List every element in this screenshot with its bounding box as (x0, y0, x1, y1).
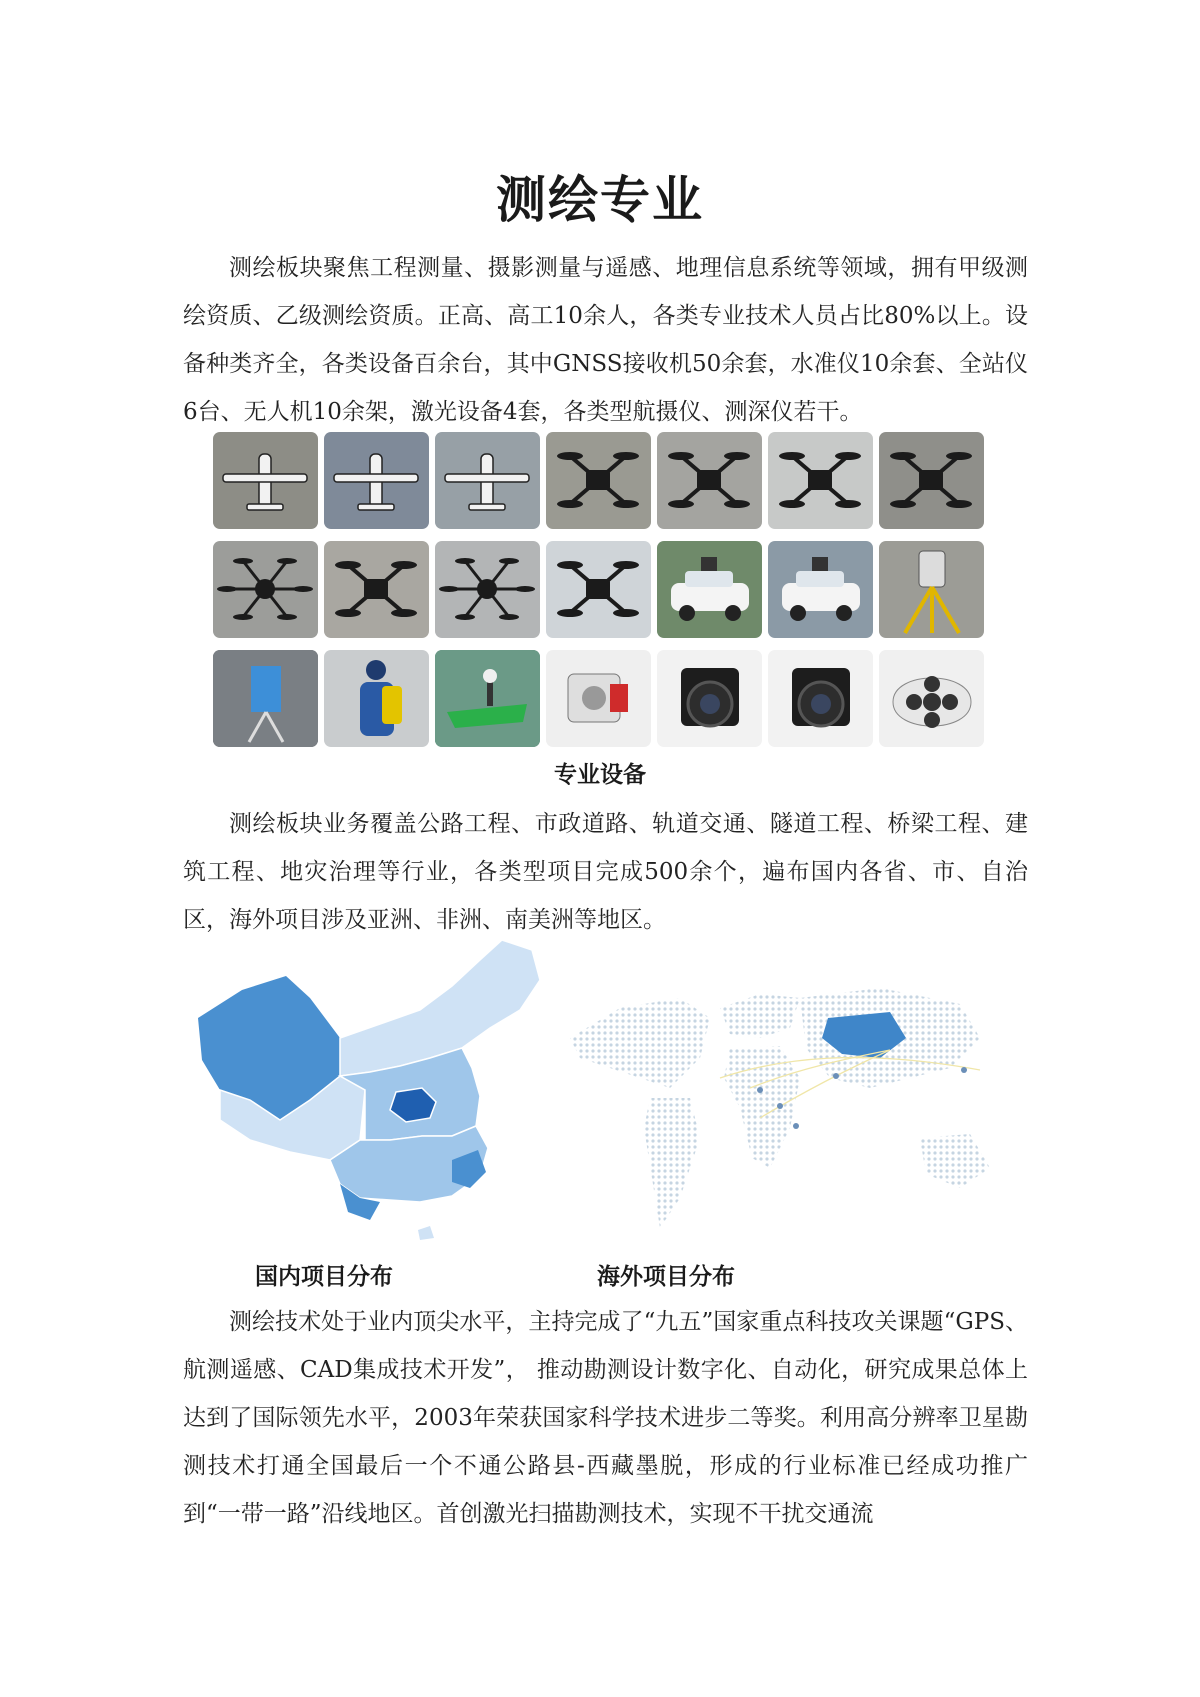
equipment-photo (546, 432, 651, 529)
fixed-wing-drone-icon (213, 432, 318, 529)
page-title: 测绘专业 (496, 171, 704, 229)
equipment-photo (435, 650, 540, 747)
quadcopter-icon (324, 541, 429, 638)
equipment-photo (768, 650, 873, 747)
overseas-map-caption: 海外项目分布 (597, 1264, 735, 1290)
equipment-photo (435, 432, 540, 529)
backpack-scanner-icon (324, 650, 429, 747)
equipment-photo (768, 541, 873, 638)
equipment-photo (657, 432, 762, 529)
lidar-unit-icon (546, 650, 651, 747)
hexacopter-icon (435, 541, 540, 638)
fixed-wing-drone-icon (435, 432, 540, 529)
aerial-camera-icon (768, 650, 873, 747)
china-map-image (190, 940, 560, 1245)
equipment-photo (879, 650, 984, 747)
laser-scanner-tripod-icon (879, 541, 984, 638)
equipment-photo (657, 650, 762, 747)
quadcopter-icon (546, 432, 651, 529)
oblique-camera-icon (879, 650, 984, 747)
quadcopter-icon (768, 432, 873, 529)
survey-car-icon (657, 541, 762, 638)
world-map-image (560, 958, 1015, 1250)
equipment-photo (546, 650, 651, 747)
equipment-photo (213, 541, 318, 638)
quadcopter-icon (657, 432, 762, 529)
hexacopter-icon (213, 541, 318, 638)
equipment-photo (213, 650, 318, 747)
quadcopter-icon (546, 541, 651, 638)
survey-car-icon (768, 541, 873, 638)
equipment-photo (657, 541, 762, 638)
equipment-photo (879, 541, 984, 638)
quadcopter-icon (879, 432, 984, 529)
equipment-caption: 专业设备 (554, 762, 646, 788)
domestic-map-caption: 国内项目分布 (255, 1264, 393, 1290)
paragraph-qualifications: 测绘板块聚焦工程测量、摄影测量与遥感、地理信息系统等领域，拥有甲级测绘资质、乙级测绘资质。正高、高工10余人，各类专业技术人员占比80%以上。设备种类齐全，各类设备百余台，其中GNSS接收机50余套，水准仪10余套、全站仪6台、无人机10余架，激光设备4套，各类型航摄仪、测深仪若干。 (183, 255, 1028, 425)
equipment-photo (546, 541, 651, 638)
equipment-photo (879, 432, 984, 529)
equipment-photo (213, 432, 318, 529)
aerial-camera-icon (657, 650, 762, 747)
equipment-photo (768, 432, 873, 529)
paragraph-technical-achievements: 测绘技术处于业内顶尖水平，主持完成了“九五”国家重点科技攻关课题“GPS、航测遥感、CAD集成技术开发”， 推动勘测设计数字化、自动化，研究成果总体上达到了国际领先水平，2003年荣获国家科学技术进步二等奖。利用高分辨率卫星勘测技术打通全国最后一个不通公路县-西藏墨脱，形成的行业标准已经成功推广到“一带一路”沿线地区。首创激光扫描勘测技术，实现不干扰交通流 (183, 1309, 1028, 1527)
equipment-photo-grid (213, 432, 990, 747)
equipment-photo (324, 541, 429, 638)
equipment-photo (324, 432, 429, 529)
survey-boat-icon (435, 650, 540, 747)
tunnel-scanner-icon (213, 650, 318, 747)
paragraph-business-coverage: 测绘板块业务覆盖公路工程、市政道路、轨道交通、隧道工程、桥梁工程、建筑工程、地灾治理等行业，各类型项目完成500余个，遍布国内各省、市、自治区，海外项目涉及亚洲、非洲、南美洲等地区。 (183, 811, 1028, 933)
fixed-wing-drone-icon (324, 432, 429, 529)
equipment-photo (435, 541, 540, 638)
equipment-photo (324, 650, 429, 747)
